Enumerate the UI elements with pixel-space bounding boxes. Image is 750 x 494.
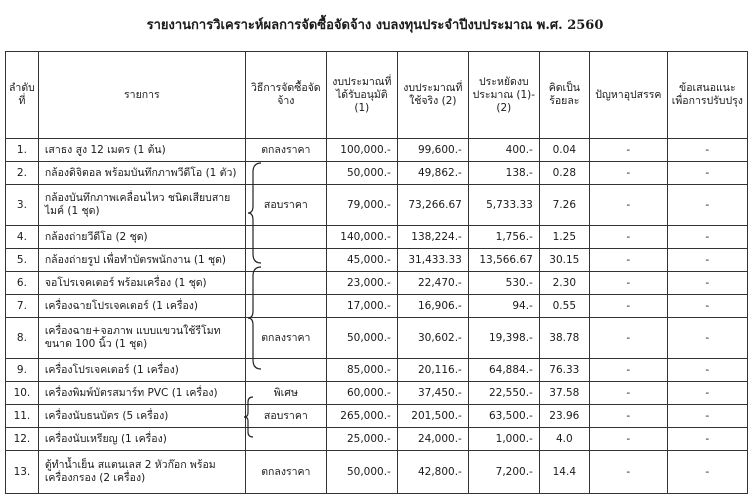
row-item: เครื่องนับเหรียญ (1 เครื่อง) [38, 428, 245, 451]
row-item: เครื่องฉายโปรเจคเตอร์ (1 เครื่อง) [38, 295, 245, 318]
row-no: 12. [6, 428, 39, 451]
group-brace-3 [243, 396, 257, 438]
row-percent: 14.4 [539, 451, 589, 494]
row-percent: 0.55 [539, 295, 589, 318]
row-percent: 0.04 [539, 139, 589, 162]
row-percent: 76.33 [539, 359, 589, 382]
row-problem: - [589, 185, 667, 226]
row-actual: 37,450.- [397, 382, 468, 405]
header-no: ลำดับที่ [6, 52, 39, 139]
row-actual: 30,602.- [397, 318, 468, 359]
row-approved: 23,000.- [326, 272, 397, 295]
header-actual: งบประมาณที่ใช้จริง (2) [397, 52, 468, 139]
row-problem: - [589, 272, 667, 295]
row-problem: - [589, 226, 667, 249]
row-problem: - [589, 359, 667, 382]
row-approved: 50,000.- [326, 162, 397, 185]
procurement-table [5, 51, 748, 494]
row-problem: - [589, 249, 667, 272]
row-actual: 99,600.- [397, 139, 468, 162]
row-percent: 23.96 [539, 405, 589, 428]
row-problem: - [589, 295, 667, 318]
group-brace-1 [247, 162, 267, 264]
row-no: 8. [6, 318, 39, 359]
row-method: ตกลงราคา [245, 451, 326, 494]
row-actual: 49,862.- [397, 162, 468, 185]
row-method: ตกลงราคา [245, 318, 326, 359]
row-suggest: - [667, 295, 747, 318]
row-approved: 45,000.- [326, 249, 397, 272]
header-item: รายการ [38, 52, 245, 139]
row-method: พิเศษ [245, 382, 326, 405]
table-row [6, 359, 748, 382]
row-actual: 31,433.33 [397, 249, 468, 272]
row-suggest: - [667, 139, 747, 162]
row-approved: 60,000.- [326, 382, 397, 405]
row-problem: - [589, 382, 667, 405]
row-no: 2. [6, 162, 39, 185]
row-percent: 4.0 [539, 428, 589, 451]
row-actual: 42,800.- [397, 451, 468, 494]
row-saved: 63,500.- [468, 405, 539, 428]
header-approved: งบประมาณที่ได้รับอนุมัติ (1) [326, 52, 397, 139]
row-problem: - [589, 451, 667, 494]
header-method: วิธีการจัดซื้อจัดจ้าง [245, 52, 326, 139]
table-row [6, 162, 748, 185]
row-suggest: - [667, 382, 747, 405]
row-actual: 73,266.67 [397, 185, 468, 226]
row-saved: 400.- [468, 139, 539, 162]
row-method [245, 428, 326, 451]
row-problem: - [589, 405, 667, 428]
row-no: 11. [6, 405, 39, 428]
row-problem: - [589, 162, 667, 185]
row-actual: 16,906.- [397, 295, 468, 318]
row-saved: 530.- [468, 272, 539, 295]
table-row [6, 295, 748, 318]
row-no: 10. [6, 382, 39, 405]
row-problem: - [589, 139, 667, 162]
row-suggest: - [667, 428, 747, 451]
row-method: สอบราคา [245, 405, 326, 428]
row-percent: 1.25 [539, 226, 589, 249]
row-percent: 38.78 [539, 318, 589, 359]
row-percent: 37.58 [539, 382, 589, 405]
row-saved: 1,000.- [468, 428, 539, 451]
header-suggest: ข้อเสนอแนะเพื่อการปรับปรุง [667, 52, 747, 139]
row-saved: 64,884.- [468, 359, 539, 382]
table-row [6, 382, 748, 405]
table-row [6, 226, 748, 249]
row-approved: 50,000.- [326, 318, 397, 359]
row-actual: 20,116.- [397, 359, 468, 382]
row-saved: 13,566.67 [468, 249, 539, 272]
table-row [6, 249, 748, 272]
row-item: ตู้ทำน้ำเย็น สแตนเลส 2 หัวก๊อก พร้อมเครื่องกรอง (2 เครื่อง) [38, 451, 245, 494]
row-actual: 201,500.- [397, 405, 468, 428]
row-saved: 22,550.- [468, 382, 539, 405]
row-item: จอโปรเจคเตอร์ พร้อมเครื่อง (1 ชุด) [38, 272, 245, 295]
row-problem: - [589, 428, 667, 451]
row-saved: 1,756.- [468, 226, 539, 249]
table-row [6, 139, 748, 162]
group-brace-2 [247, 266, 267, 370]
row-actual: 22,470.- [397, 272, 468, 295]
row-method: ตกลงราคา [245, 139, 326, 162]
row-actual: 24,000.- [397, 428, 468, 451]
table-row [6, 405, 748, 428]
row-item: กล้องถ่ายวีดีโอ (2 ชุด) [38, 226, 245, 249]
row-suggest: - [667, 249, 747, 272]
header-problem: ปัญหาอุปสรรค [589, 52, 667, 139]
row-approved: 85,000.- [326, 359, 397, 382]
row-suggest: - [667, 272, 747, 295]
row-suggest: - [667, 162, 747, 185]
row-approved: 25,000.- [326, 428, 397, 451]
row-method: สอบราคา [245, 185, 326, 226]
row-item: เสาธง สูง 12 เมตร (1 ต้น) [38, 139, 245, 162]
row-item: เครื่องฉาย+จอภาพ แบบแขวนใช้รีโมท ขนาด 100 นิ้ว (1 ชุด) [38, 318, 245, 359]
row-approved: 265,000.- [326, 405, 397, 428]
row-suggest: - [667, 185, 747, 226]
table-row [6, 185, 748, 226]
row-saved: 5,733.33 [468, 185, 539, 226]
row-no: 7. [6, 295, 39, 318]
row-approved: 140,000.- [326, 226, 397, 249]
header-row [6, 52, 748, 139]
row-item: กล้องบันทึกภาพเคลื่อนไหว ชนิดเสียบสายไมค์ (1 ชุด) [38, 185, 245, 226]
row-percent: 2.30 [539, 272, 589, 295]
table-row [6, 451, 748, 494]
row-actual: 138,224.- [397, 226, 468, 249]
row-saved: 19,398.- [468, 318, 539, 359]
row-no: 6. [6, 272, 39, 295]
row-item: กล้องถ่ายรูป เพื่อทำบัตรพนักงาน (1 ชุด) [38, 249, 245, 272]
row-percent: 0.28 [539, 162, 589, 185]
table-row [6, 428, 748, 451]
row-approved: 79,000.- [326, 185, 397, 226]
header-saved: ประหยัดงบประมาณ (1)-(2) [468, 52, 539, 139]
row-no: 4. [6, 226, 39, 249]
row-no: 1. [6, 139, 39, 162]
row-percent: 30.15 [539, 249, 589, 272]
row-percent: 7.26 [539, 185, 589, 226]
row-item: เครื่องโปรเจคเตอร์ (1 เครื่อง) [38, 359, 245, 382]
row-no: 5. [6, 249, 39, 272]
row-item: กล้องดิจิตอล พร้อมบันทึกภาพวีดีโอ (1 ตัว) [38, 162, 245, 185]
row-no: 9. [6, 359, 39, 382]
row-suggest: - [667, 226, 747, 249]
table-row [6, 272, 748, 295]
header-percent: คิดเป็นร้อยละ [539, 52, 589, 139]
row-no: 13. [6, 451, 39, 494]
row-problem: - [589, 318, 667, 359]
row-suggest: - [667, 318, 747, 359]
row-item: เครื่องพิมพ์บัตรสมาร์ท PVC (1 เครื่อง) [38, 382, 245, 405]
row-item: เครื่องนับธนบัตร (5 เครื่อง) [38, 405, 245, 428]
row-suggest: - [667, 451, 747, 494]
row-saved: 138.- [468, 162, 539, 185]
row-approved: 50,000.- [326, 451, 397, 494]
row-suggest: - [667, 405, 747, 428]
row-saved: 94.- [468, 295, 539, 318]
row-saved: 7,200.- [468, 451, 539, 494]
table-row [6, 318, 748, 359]
row-suggest: - [667, 359, 747, 382]
report-title: รายงานการวิเคราะห์ผลการจัดซื้อจัดจ้าง งบลงทุนประจำปีงบประมาณ พ.ศ. 2560 [146, 18, 604, 33]
row-approved: 100,000.- [326, 139, 397, 162]
row-no: 3. [6, 185, 39, 226]
row-approved: 17,000.- [326, 295, 397, 318]
